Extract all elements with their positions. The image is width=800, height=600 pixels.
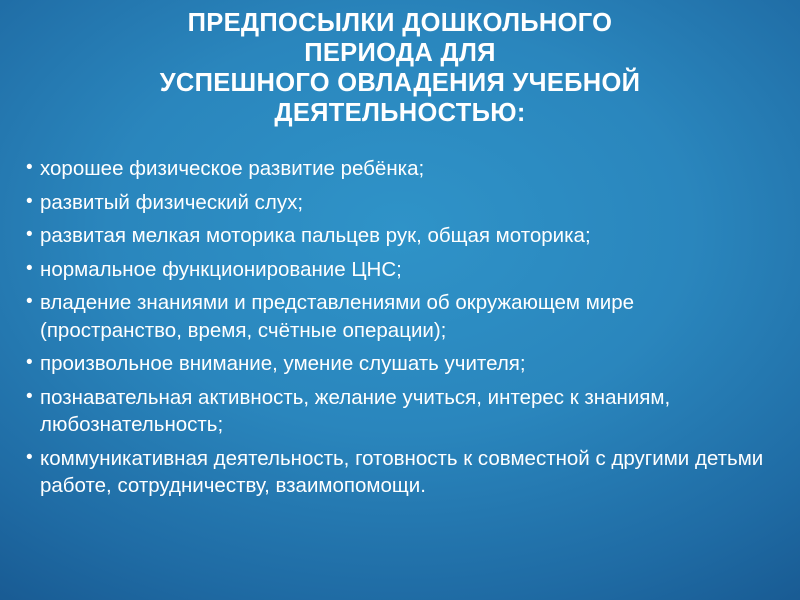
list-item xyxy=(22,155,778,183)
list-item-text: познавательная активность, желание учиться, интерес к знаниям, любознательность; xyxy=(40,385,671,436)
bullet-icon: • xyxy=(26,352,33,373)
list-item-text: произвольное внимание, умение слушать учителя; xyxy=(40,352,526,375)
list-item xyxy=(22,350,778,378)
list-item xyxy=(22,256,778,284)
bullet-icon: • xyxy=(26,446,33,468)
bullet-list xyxy=(22,155,778,506)
bullet-icon: • xyxy=(26,157,33,178)
title-line-2: ПЕРИОДА ДЛЯ xyxy=(304,39,496,67)
title-line-3: УСПЕШНОГО ОВЛАДЕНИЯ УЧЕБНОЙ xyxy=(159,69,641,97)
list-item-text: развитая мелкая моторика пальцев рук, общая моторика; xyxy=(40,224,591,247)
title-line-4: ДЕЯТЕЛЬНОСТЬЮ: xyxy=(274,99,526,127)
page-title xyxy=(40,8,760,128)
title-line-1: ПРЕДПОСЫЛКИ ДОШКОЛЬНОГО xyxy=(187,9,613,37)
list-item xyxy=(22,222,778,250)
list-item xyxy=(22,189,778,217)
list-item-text: нормальное функционирование ЦНС; xyxy=(40,257,402,281)
list-item-text: владение знаниями и представлениями об окружающем мире (пространство, время, счётные операции); xyxy=(40,291,635,342)
bullet-icon: • xyxy=(26,257,33,279)
bullet-icon: • xyxy=(26,291,33,312)
bullet-icon: • xyxy=(26,385,33,407)
list-item-text: развитый физический слух; xyxy=(40,190,304,214)
bullet-icon: • xyxy=(26,224,33,245)
list-item xyxy=(22,384,778,439)
list-item-text: хорошее физическое развитие ребёнка; xyxy=(40,157,425,180)
list-item xyxy=(22,445,778,500)
list-item xyxy=(22,289,778,344)
list-item-text: коммуникативная деятельность, готовность к совместной с другими детьми работе, сотрудничеству, взаимопомощи. xyxy=(40,446,764,497)
bullet-icon: • xyxy=(26,190,33,212)
